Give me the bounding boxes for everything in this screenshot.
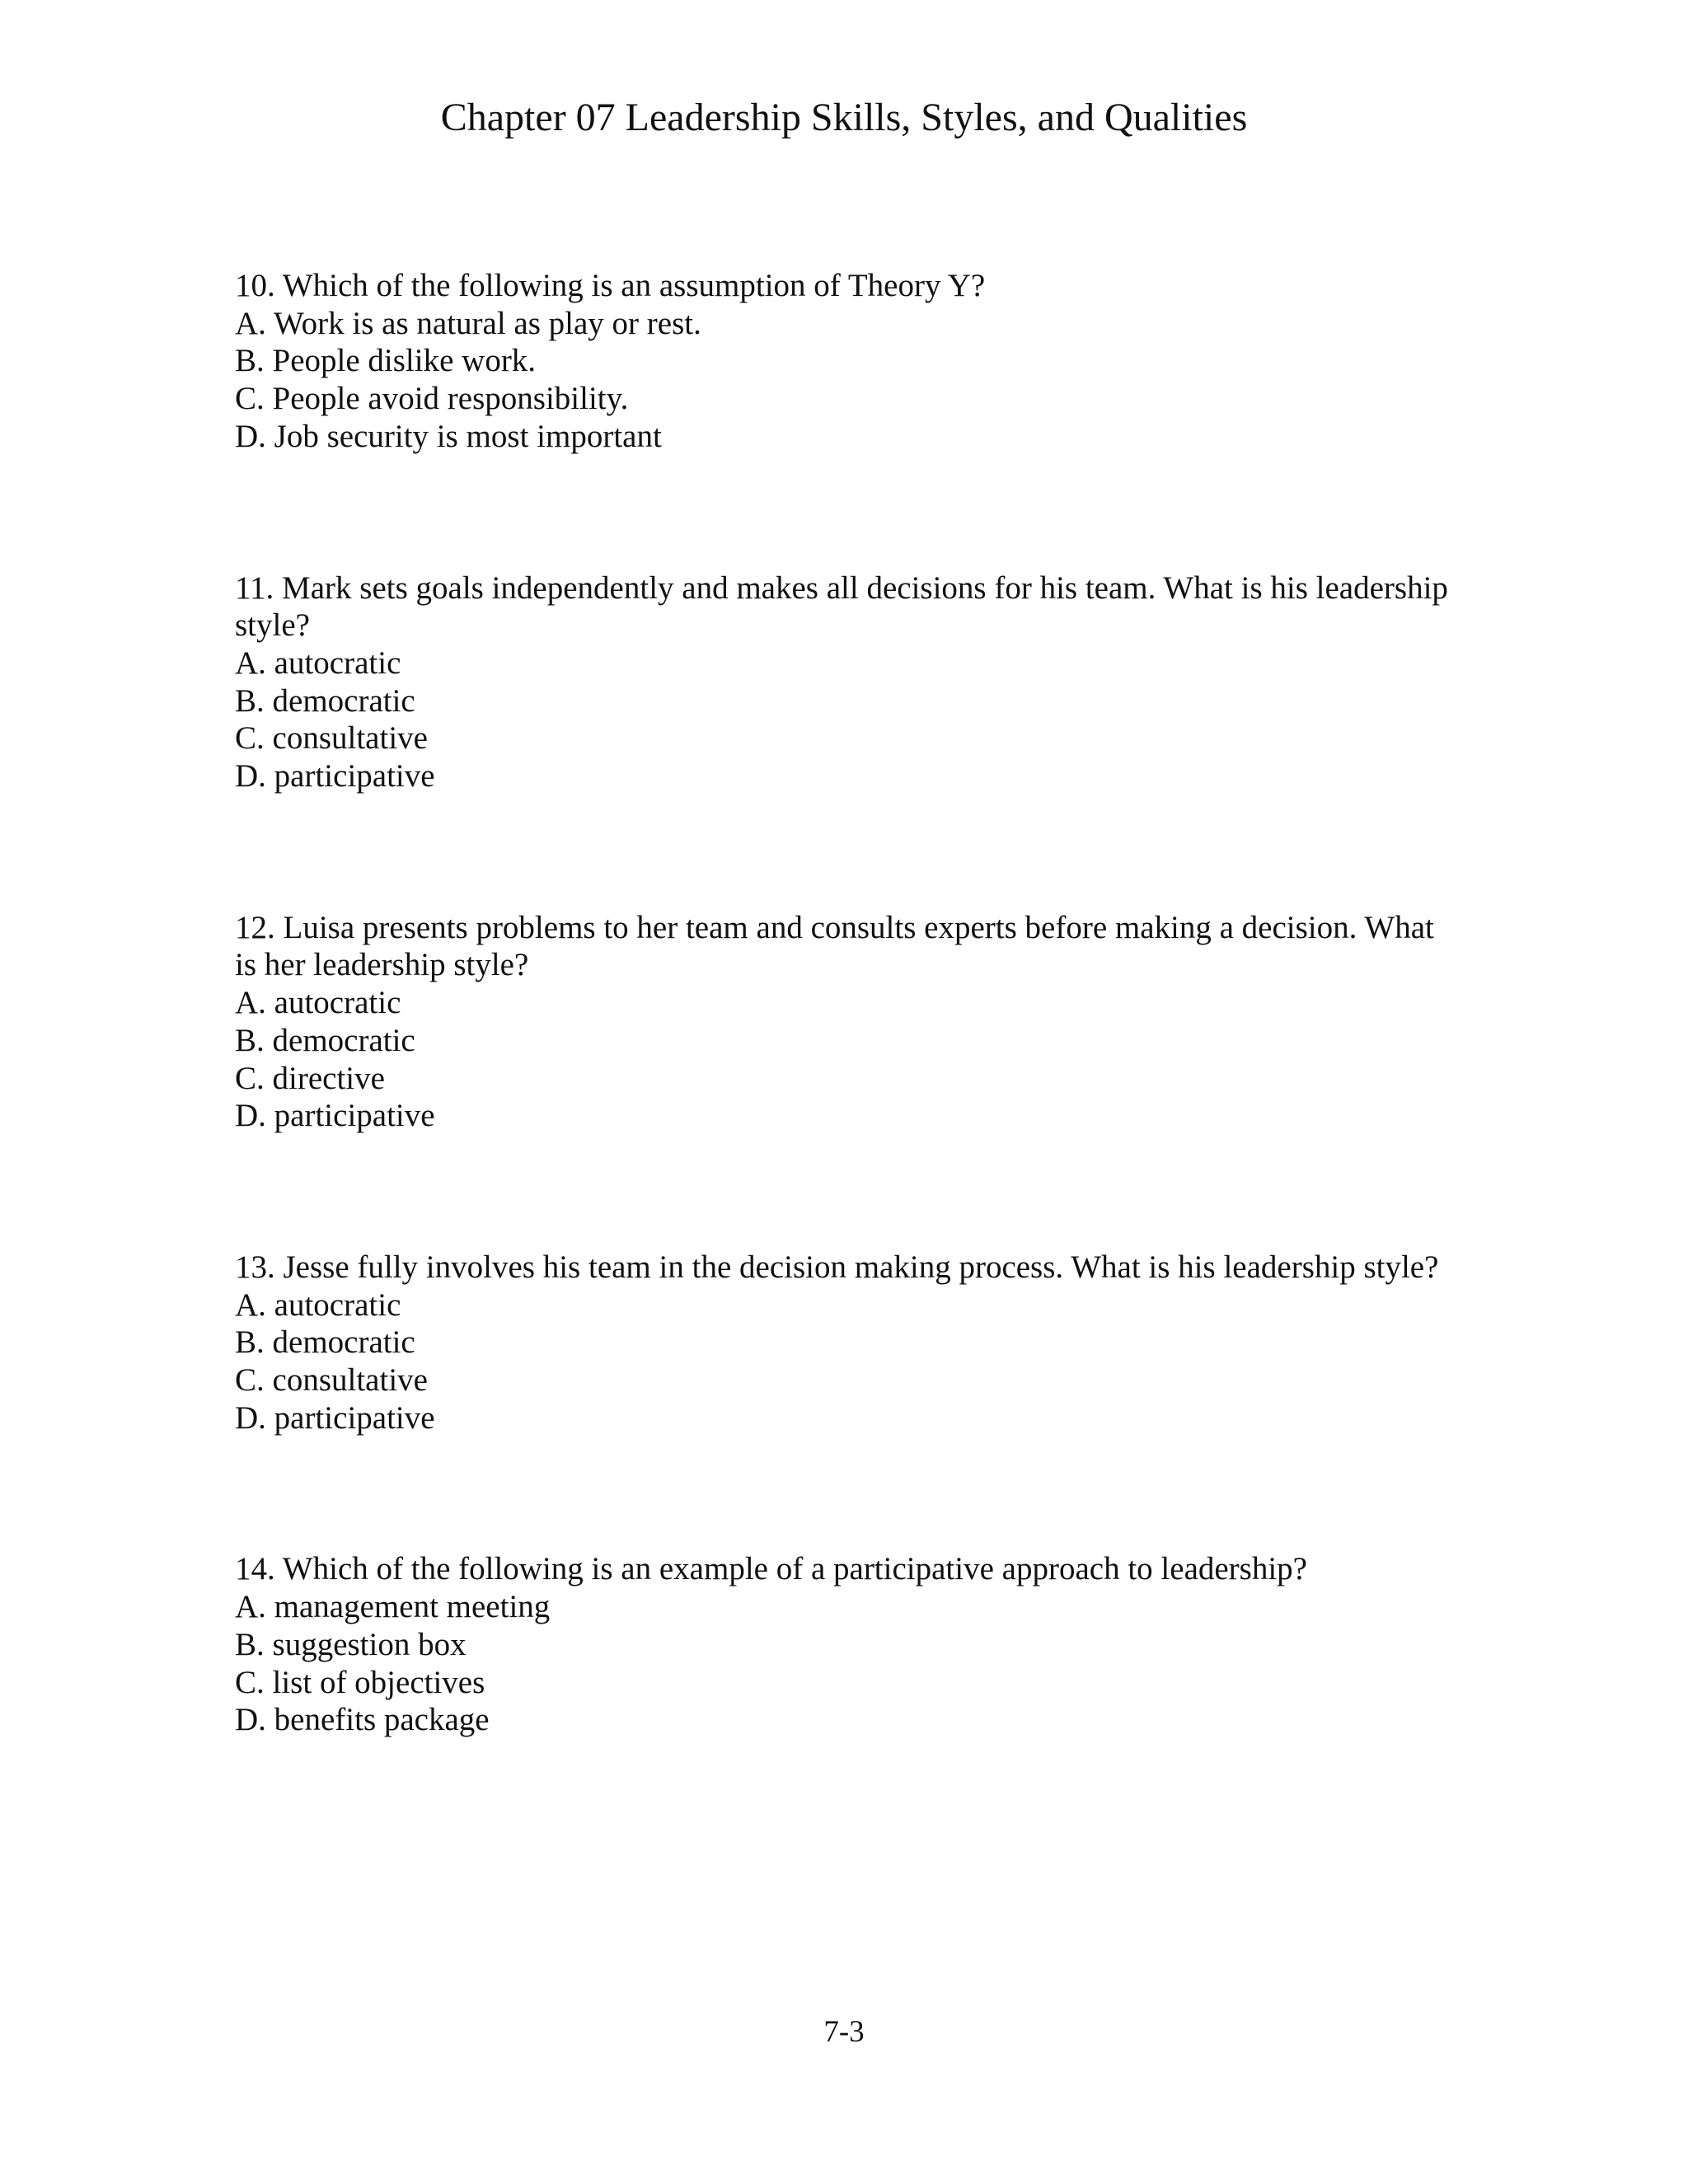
question-text: 14. Which of the following is an example of a participative approach to leadership? (235, 1551, 1307, 1587)
question-10 (235, 267, 1488, 456)
question-13 (235, 1249, 1488, 1437)
answer-option-b: B. democratic (235, 682, 415, 719)
answer-option-c: C. list of objectives (235, 1664, 485, 1700)
answer-option-c: C. People avoid responsibility. (235, 381, 629, 417)
answer-option-a: A. management meeting (235, 1589, 551, 1625)
question-text-continued: is her leadership style? (235, 947, 529, 983)
answer-option-d: D. benefits package (235, 1702, 490, 1738)
answer-option-c: C. directive (235, 1060, 385, 1096)
question-text: 11. Mark sets goals independently and makes all decisions for his team. What is his leadership (235, 569, 1448, 606)
question-text: 10. Which of the following is an assumption of Theory Y? (235, 268, 986, 303)
question-list (235, 267, 1488, 1739)
answer-option-a: A. autocratic (235, 1286, 401, 1323)
question-text: 12. Luisa presents problems to her team and consults experts before making a decision. What (235, 909, 1434, 945)
answer-option-d: D. participative (235, 1098, 435, 1134)
answer-option-b: B. democratic (235, 1022, 415, 1058)
answer-option-a: A. Work is as natural as play or rest. (235, 305, 701, 341)
answer-option-a: A. autocratic (235, 644, 401, 681)
question-text-continued: style? (235, 607, 310, 644)
page-title: Chapter 07 Leadership Skills, Styles, and Qualities (440, 96, 1248, 139)
answer-option-c: C. consultative (235, 1362, 428, 1399)
answer-option-d: D. Job security is most important (235, 418, 662, 454)
page-number: 7-3 (823, 2015, 865, 2049)
question-12 (235, 909, 1488, 1135)
answer-option-c: C. consultative (235, 720, 428, 757)
answer-option-d: D. participative (235, 758, 435, 794)
question-11 (235, 569, 1488, 795)
question-text: 13. Jesse fully involves his team in the decision making process. What is his leadership style? (235, 1249, 1439, 1285)
answer-option-b: B. suggestion box (235, 1626, 467, 1662)
question-14 (235, 1550, 1488, 1739)
answer-option-b: B. democratic (235, 1324, 415, 1361)
answer-option-b: B. People dislike work. (235, 343, 537, 379)
answer-option-d: D. participative (235, 1399, 435, 1436)
answer-option-a: A. autocratic (235, 985, 401, 1021)
